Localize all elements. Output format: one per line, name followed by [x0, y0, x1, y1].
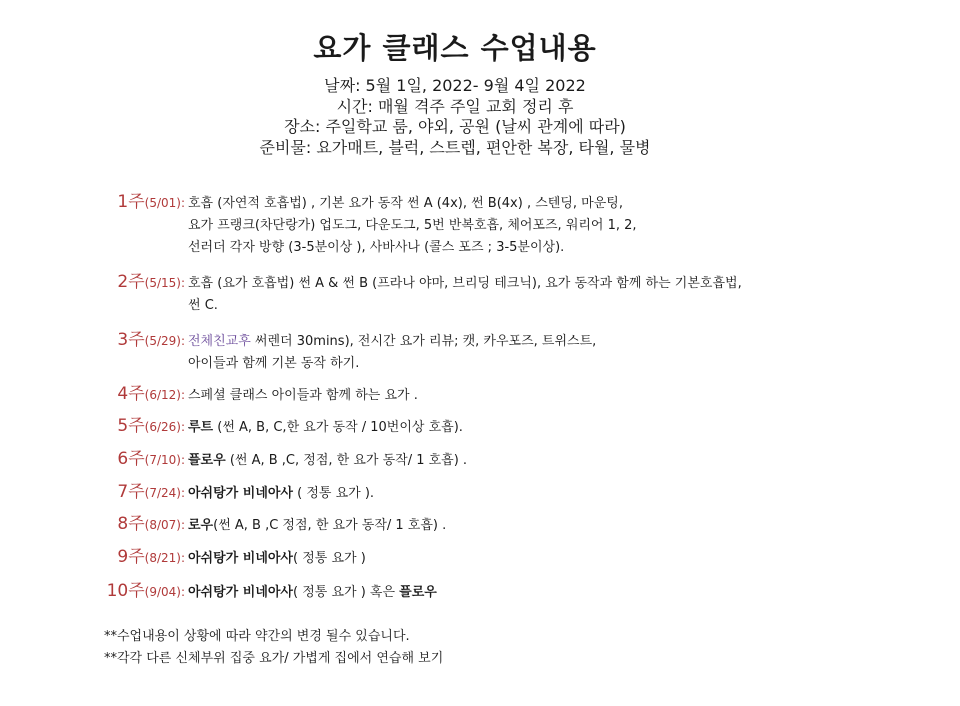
session-content: 아쉬탕가 비네아사( 정통 요가 ) 혹은 플로우	[188, 585, 437, 600]
note: **수업내용이 상황에 따라 약간의 변경 될수 있습니다.	[104, 629, 410, 644]
session-label: 2주(5/15):	[117, 272, 185, 292]
session-label: 7주(7/24):	[117, 482, 185, 502]
session-label: 1주(5/01):	[117, 192, 185, 212]
info-date: 날짜: 5월 1일, 2022- 9월 4일 2022	[324, 76, 586, 95]
session-content: 플로우 (썬 A, B ,C, 정점, 한 요가 동작/ 1 호흡) .	[188, 453, 468, 468]
session-label: 9주(8/21):	[117, 547, 185, 567]
page-title: 요가 클래스 수업내용	[313, 31, 597, 65]
session-label: 5주(6/26):	[117, 416, 185, 436]
session-content: 루트 (썬 A, B, C,한 요가 동작 / 10번이상 호흡).	[188, 420, 463, 435]
session-label: 10주(9/04):	[106, 581, 185, 601]
session-label: 3주(5/29):	[117, 330, 185, 350]
info-time: 시간: 매월 격주 주일 교회 정리 후	[336, 96, 574, 116]
session-content: 스페셜 클래스 아이들과 함께 하는 요가 .	[188, 388, 418, 403]
session-content: 호흡 (요가 호흡법) 썬 A & 썬 B (프라나 야마, 브리딩 테크닉), 요가 동작과 함께 하는 기본호흡법, 썬 C.	[188, 276, 742, 313]
footnotes	[104, 626, 443, 670]
session-content: 전체친교후 써렌더 30mins), 전시간 요가 리뷰; 캣, 카우포즈, 트위스트, 아이들과 함께 기본 동작 하기.	[188, 334, 597, 371]
info-supplies: 준비물: 요가매트, 블럭, 스트렙, 편안한 복장, 타월, 물병	[259, 137, 651, 157]
session-content: 호흡 (자연적 호흡법) , 기본 요가 동작 썬 A (4x), 썬 B(4x) , 스텐딩, 마운팅, 요가 프랭크(차단랑가) 업도그, 다운도그, 5번 반복호흡, 체어포즈, 워리어 1, 2, 선러더 각자 방향 (3-5분이상 ), 사바사나 (콜스 포즈 ; 3-5분이상).	[188, 196, 637, 255]
highlight-text: 전체친교후	[188, 334, 251, 349]
session-content: 아쉬탕가 비네아사 ( 정통 요가 ).	[188, 486, 375, 501]
session-label: 8주(8/07):	[117, 514, 185, 534]
class-info	[0, 76, 910, 158]
info-place: 장소: 주일학교 룸, 야외, 공원 (날씨 관계에 따라)	[284, 117, 626, 136]
session-content: 로우(썬 A, B ,C 정점, 한 요가 동작/ 1 호흡) .	[188, 518, 447, 533]
session-content: 아쉬탕가 비네아사( 정통 요가 )	[188, 551, 366, 566]
session-label: 4주(6/12):	[117, 384, 185, 404]
session-label: 6주(7/10):	[117, 449, 185, 469]
note: **각각 다른 신체부위 집중 요가/ 가볍게 집에서 연습해 보기	[104, 651, 444, 666]
